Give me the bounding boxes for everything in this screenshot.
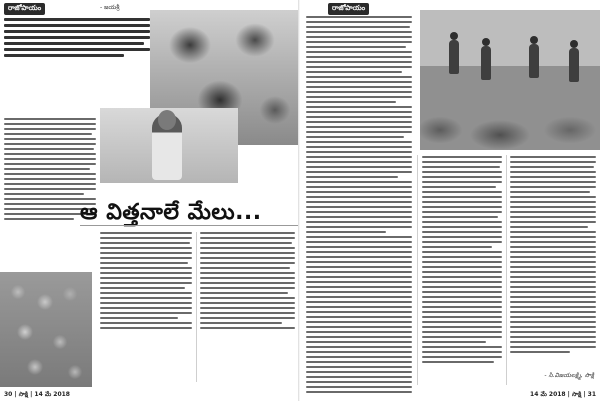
headline-rule: [80, 225, 300, 226]
section-label-left: రాజోపాయం: [4, 3, 45, 15]
intro-paragraph: [4, 18, 154, 60]
column-rule-right-1: [417, 155, 418, 385]
field-bushes: [420, 100, 600, 150]
right-page: [300, 0, 600, 401]
section-label-right: రాజోపాయం: [328, 3, 369, 15]
body-text-column-2: [100, 232, 192, 332]
field-person-2-head: [482, 38, 490, 46]
tomatoes-photo: [0, 272, 92, 387]
field-person-3-head: [530, 36, 538, 44]
field-person-1: [449, 40, 459, 74]
right-body-column-1: [306, 16, 412, 396]
right-body-column-2: [422, 156, 502, 366]
field-person-3: [529, 44, 539, 78]
field-person-2: [481, 46, 491, 80]
right-body-column-3: [510, 156, 596, 356]
headline: ఆ విత్తనాలే మేలు...: [80, 200, 262, 225]
author-label: - జయశ్రీ: [100, 4, 120, 11]
footer-left: 30 | సాక్షి | 14 మే 2018: [4, 391, 70, 398]
man-photo: [100, 108, 238, 183]
field-person-4: [569, 48, 579, 82]
field-person-4-head: [570, 40, 578, 48]
footer-right: 14 మే 2018 | సాక్షి | 31: [530, 391, 596, 398]
man-head: [158, 110, 176, 130]
field-photo: [420, 10, 600, 150]
column-rule-left: [196, 232, 197, 382]
field-person-1-head: [450, 32, 458, 40]
author-signature: - సి.విజయలక్ష్మి, సాక్షి: [544, 372, 594, 379]
body-text-column-3: [200, 232, 295, 332]
column-rule-right-2: [506, 155, 507, 385]
